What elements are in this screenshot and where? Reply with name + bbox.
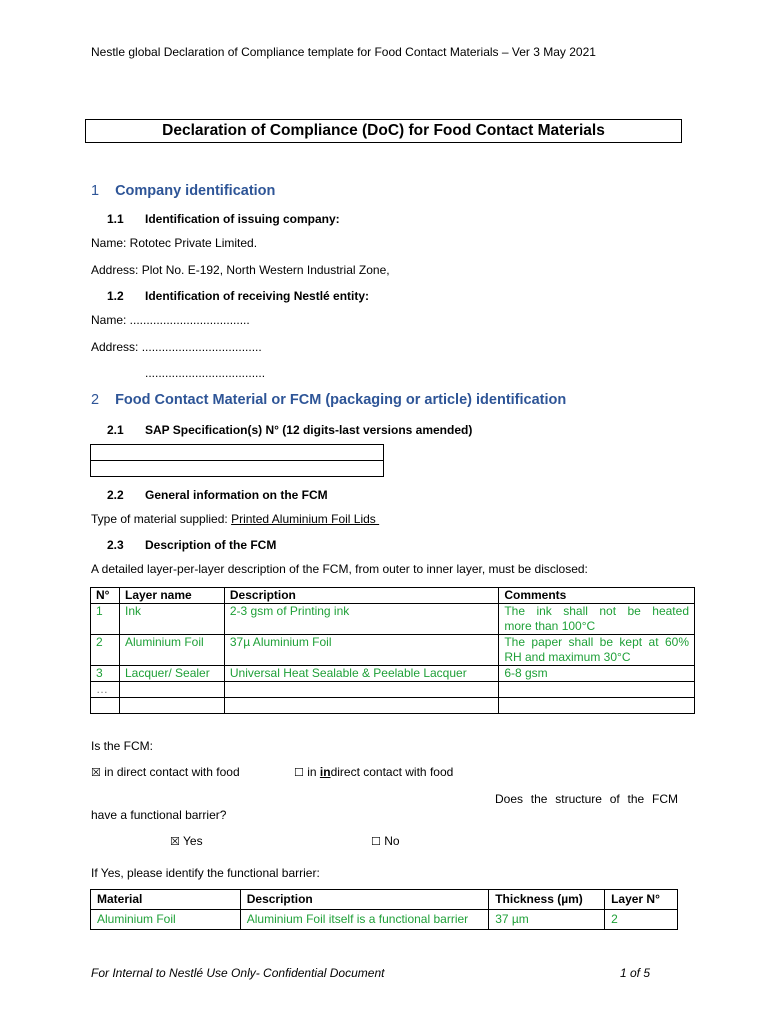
document-title: Declaration of Compliance (DoC) for Food Contact Materials <box>85 119 682 143</box>
unchecked-box-icon[interactable]: ☐ <box>371 835 381 848</box>
section-1-title: Company identification <box>115 183 276 199</box>
layer-number: 2 <box>91 635 120 666</box>
page-header: Nestle global Declaration of Compliance template for Food Contact Materials – Ver 3 May 2021 <box>91 45 596 59</box>
table-row <box>91 910 678 930</box>
layer-name: Aluminium Foil <box>119 635 224 666</box>
receiving-entity-name: Name: .................................... <box>91 313 250 327</box>
unchecked-box-icon[interactable]: ☐ <box>294 766 304 779</box>
material-supplied-line <box>91 512 379 526</box>
section-1-1-number: 1.1 <box>107 212 124 226</box>
structure-question <box>495 792 678 806</box>
structure-question-text: Does the structure of the FCM <box>495 792 678 806</box>
section-2-3-number: 2.3 <box>107 538 124 552</box>
col-header-number: N° <box>91 588 120 604</box>
section-2-heading <box>91 392 566 408</box>
functional-barrier-question: have a functional barrier? <box>91 808 227 822</box>
section-2-2-heading <box>107 488 328 502</box>
layer-number <box>91 698 120 714</box>
section-1-1-title: Identification of issuing company: <box>145 212 340 226</box>
indirect-contact-prefix: in <box>303 765 320 779</box>
table-row <box>91 682 695 698</box>
layer-name: Ink <box>119 604 224 635</box>
layer-description: 2-3 gsm of Printing ink <box>224 604 498 635</box>
layer-comment-line: The ink shall not be heated <box>504 604 689 618</box>
col-header-description: Description <box>224 588 498 604</box>
layer-comment <box>499 604 695 635</box>
footer-confidential-note: For Internal to Nestlé Use Only- Confidential Document <box>91 966 385 980</box>
issuing-company-name: Name: Rototec Private Limited. <box>91 236 258 250</box>
checked-box-icon[interactable]: ☒ <box>170 835 180 848</box>
section-1-2-title: Identification of receiving Nestlé entity: <box>145 289 370 303</box>
indirect-contact-emphasis: in <box>319 765 331 779</box>
section-1-1-heading <box>107 212 340 226</box>
receiving-entity-address: Address: .................................... <box>91 340 262 354</box>
section-1-number: 1 <box>91 183 100 199</box>
barrier-description: Aluminium Foil itself is a functional barrier <box>240 910 488 930</box>
section-1-2-heading <box>107 289 369 303</box>
col-header-layer-number: Layer N° <box>605 890 678 910</box>
section-2-1-number: 2.1 <box>107 423 124 437</box>
sap-spec-table <box>90 444 384 477</box>
col-header-material: Material <box>91 890 241 910</box>
col-header-thickness: Thickness (µm) <box>489 890 605 910</box>
layer-name: Lacquer/ Sealer <box>119 666 224 682</box>
issuing-company-address: Address: Plot No. E-192, North Western Industrial Zone, <box>91 263 390 277</box>
layers-table-header <box>91 588 695 604</box>
section-2-number: 2 <box>91 392 100 408</box>
checked-box-icon[interactable]: ☒ <box>91 766 101 779</box>
layer-number: 1 <box>91 604 120 635</box>
layer-description <box>224 682 498 698</box>
yes-option[interactable] <box>170 834 203 848</box>
indirect-contact-option[interactable] <box>294 765 453 779</box>
layer-comment-line: The paper shall be kept at 60% <box>504 635 689 649</box>
material-supplied-value: Printed Aluminium Foil Lids <box>231 512 380 526</box>
section-1-2-number: 1.2 <box>107 289 124 303</box>
footer-page-number: 1 of 5 <box>620 966 651 980</box>
section-2-1-heading <box>107 423 472 437</box>
sap-spec-cell[interactable] <box>91 461 384 477</box>
sap-spec-cell[interactable] <box>91 445 384 461</box>
direct-contact-label: in direct contact with food <box>100 765 240 779</box>
functional-barrier-table <box>90 889 678 930</box>
no-label: No <box>380 834 400 848</box>
section-2-2-number: 2.2 <box>107 488 124 502</box>
layers-table <box>90 587 695 714</box>
layer-comment <box>499 698 695 714</box>
section-2-1-title: SAP Specification(s) N° (12 digits-last versions amended) <box>145 423 473 437</box>
layer-comment: 6-8 gsm <box>499 666 695 682</box>
no-option[interactable] <box>371 834 400 848</box>
barrier-table-header <box>91 890 678 910</box>
table-row <box>91 666 695 682</box>
layer-description: 37µ Aluminium Foil <box>224 635 498 666</box>
layer-comment-line: more than 100°C <box>504 619 596 633</box>
direct-contact-option[interactable] <box>91 765 240 779</box>
layer-number: … <box>91 682 120 698</box>
col-header-description: Description <box>240 890 488 910</box>
barrier-thickness: 37 µm <box>489 910 605 930</box>
layer-comment <box>499 682 695 698</box>
layer-name <box>119 698 224 714</box>
col-header-layer-name: Layer name <box>119 588 224 604</box>
barrier-material: Aluminium Foil <box>91 910 241 930</box>
col-header-comments: Comments <box>499 588 695 604</box>
indirect-contact-label: direct contact with food <box>330 765 454 779</box>
yes-label: Yes <box>179 834 203 848</box>
barrier-layer-number: 2 <box>605 910 678 930</box>
layer-description-intro: A detailed layer-per-layer description of the FCM, from outer to inner layer, must be disclosed: <box>91 562 588 576</box>
section-2-3-title: Description of the FCM <box>145 538 277 552</box>
is-fcm-question: Is the FCM: <box>91 739 154 753</box>
table-row <box>91 698 695 714</box>
table-row <box>91 604 695 635</box>
layer-description: Universal Heat Sealable & Peelable Lacquer <box>224 666 498 682</box>
receiving-entity-address-line2: .................................... <box>145 366 266 380</box>
layer-comment <box>499 635 695 666</box>
material-supplied-label: Type of material supplied: <box>91 512 232 526</box>
section-1-heading <box>91 183 275 199</box>
layer-description <box>224 698 498 714</box>
section-2-2-title: General information on the FCM <box>145 488 328 502</box>
if-yes-instruction: If Yes, please identify the functional barrier: <box>91 866 320 880</box>
layer-name <box>119 682 224 698</box>
section-2-3-heading <box>107 538 276 552</box>
layer-number: 3 <box>91 666 120 682</box>
layer-comment-line: RH and maximum 30°C <box>504 650 631 664</box>
section-2-title: Food Contact Material or FCM (packaging or article) identification <box>115 392 567 408</box>
table-row <box>91 635 695 666</box>
